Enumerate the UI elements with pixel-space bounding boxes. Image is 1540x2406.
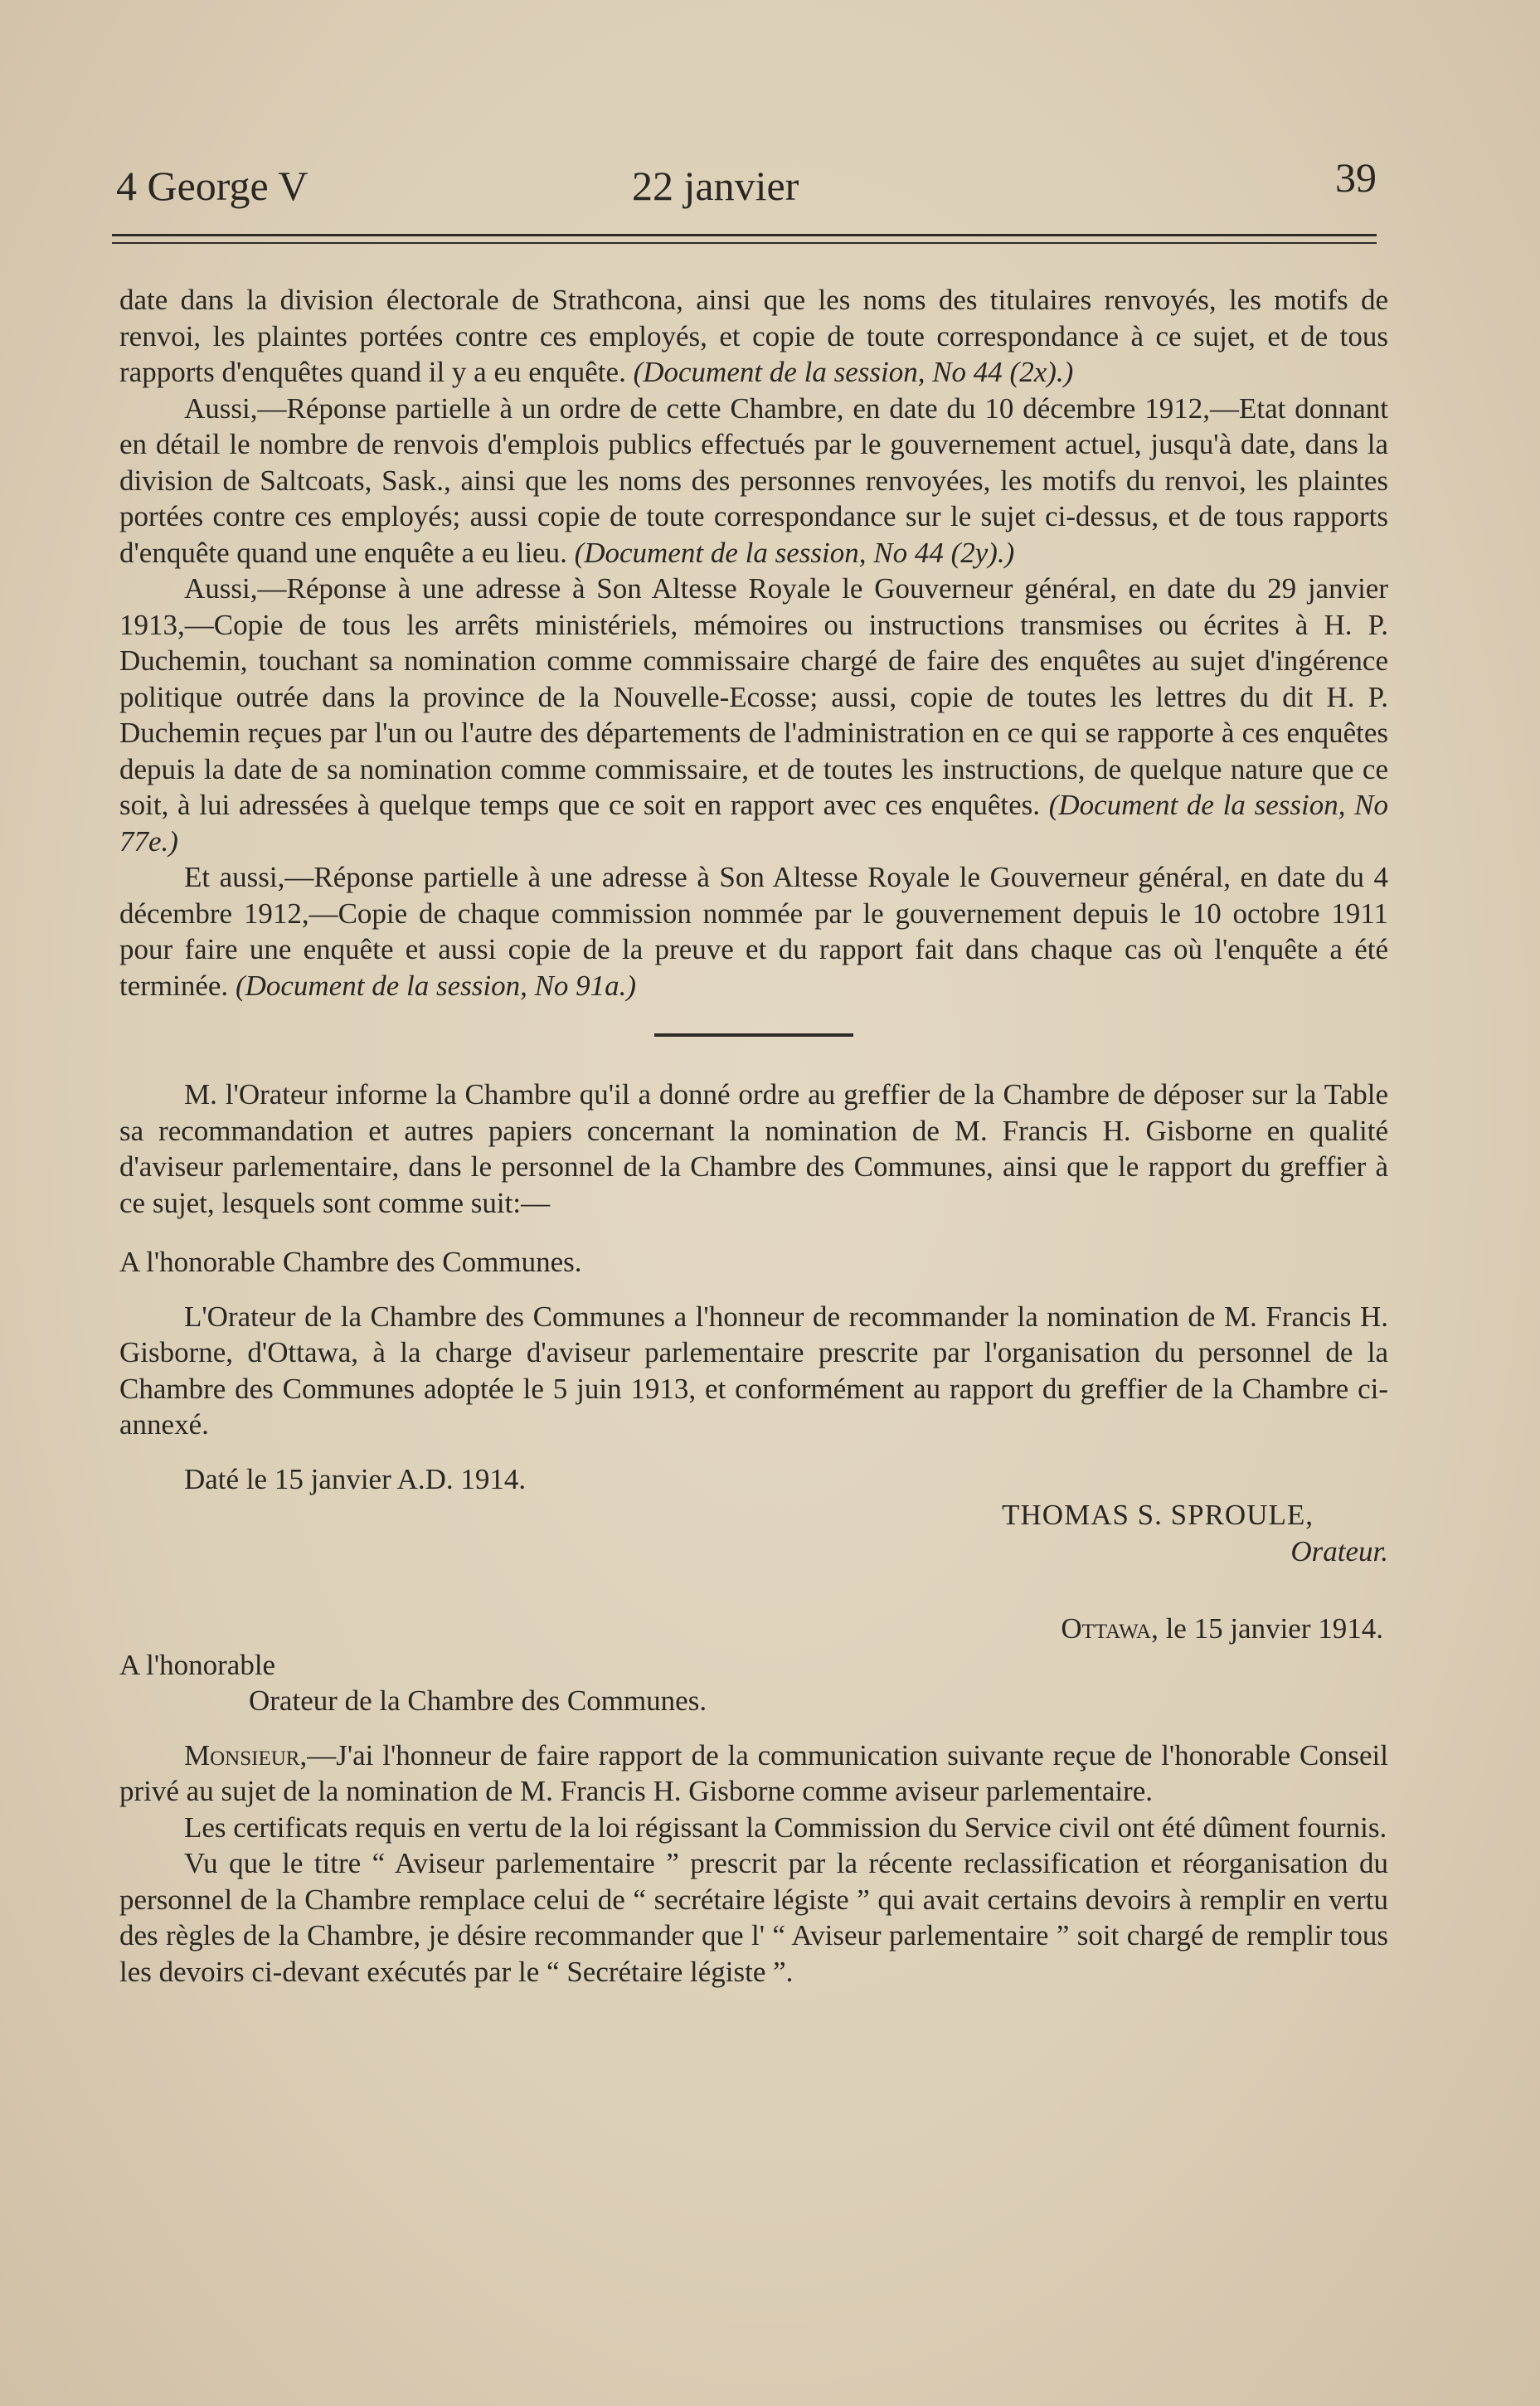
salutation-orateur-line1: A l'honorable [119,1648,276,1681]
letter-paragraph-3: Vu que le titre “ Aviseur parlementaire ” prescrit par la récente reclassification et réorganisation du personnel de la Chambre remplace celui de “ secrétaire légiste ” qui avait certains devoirs à remplir en vertu des règles de la Chambre, je désire recommander que l' “ Aviseur parlementaire ” soit chargé de remplir tous les devoirs ci-devant exécutés par le “ Secrétaire légiste ”. [119,1847,1388,1988]
letter-paragraph-1 [119,1738,1388,1810]
recommendation-paragraph: L'Orateur de la Chambre des Communes a l'honneur de recommander la nomination de M. Francis H. Gisborne, d'Ottawa, à la charge d'aviseur parlementaire prescrite par l'organisation du personnel de la Chambre des Communes adoptée le 5 juin 1913, et conformément au rapport du greffier de la Chambre ci-annexé. [119,1300,1388,1441]
spacer [119,1443,1388,1461]
document-reference: (Document de la session, No 44 (2y).) [574,536,1015,569]
header-rule-bottom [112,242,1377,244]
paragraph-duchemin [119,571,1388,859]
place-date-line [119,1611,1388,1647]
page-header [116,149,1377,216]
document-reference: (Document de la session, No 91a.) [235,969,637,1002]
section-separator [654,1033,853,1037]
spacer [119,1221,1388,1244]
dated-line: Daté le 15 janvier A.D. 1914. [184,1462,527,1495]
signature-title: Orateur. [1290,1534,1388,1568]
document-body [119,282,1388,1990]
header-date: 22 janvier [632,163,799,209]
salutation-chambre: A l'honorable Chambre des Communes. [119,1246,582,1278]
paragraph-text: Aussi,—Réponse à une adresse à Son Altesse Royale le Gouverneur général, en date du 29 janvier 1913,—Copie de tous les arrêts ministériels, mémoires ou instructions transmises ou écrites à H. P. Duchemin, touchant sa nomination comme commissaire chargé de faire des enquêtes au sujet d'ingérence politique outrée dans la province de la Nouvelle-Ecosse; aussi, copie de toutes les lettres du dit H. P. Duchemin reçues par l'un ou l'autre des départements de l'administration en ce qui se rapporte à ces enquêtes depuis la date de sa nomination comme commissaire, et de toutes les instructions, de quelque nature que ce soit, à lui adressées à quelque temps que ce soit en rapport avec ces enquêtes. [119,572,1388,821]
letter-paragraph-2: Les certificats requis en vertu de la loi régissant la Commission du Service civil ont été dûment fournis. [184,1811,1387,1844]
paragraph-strathcona [119,282,1388,391]
place-date: , le 15 janvier 1914. [1151,1612,1383,1645]
regnal-year: 4 George V [116,163,308,209]
header-rule-top [112,234,1377,236]
paragraph-text: Et aussi,—Réponse partielle à une adresse à Son Altesse Royale le Gouverneur général, en date du 4 décembre 1912,—Copie de chaque commission nommée par le gouvernement depuis le 10 octobre 1911 pour faire une enquête et aussi copie de la preuve et du rapport fait dans chaque cas où l'enquête a été terminée. [119,861,1388,1002]
document-reference: (Document de la session, No 44 (2x).) [633,356,1074,388]
spacer [119,1719,1388,1738]
letter-text: ,—J'ai l'honneur de faire rapport de la communication suivante reçue de l'honorable Conseil privé au sujet de la nomination de M. Francis H. Gisborne comme aviseur parlementaire. [119,1738,1388,1807]
spacer [119,1569,1388,1611]
paragraph-saltcoats [119,391,1388,571]
place-city: Ottawa [1061,1612,1152,1645]
letter-opening: Monsieur [184,1738,300,1772]
document-reference: (Document de la session, No 77e.) [119,789,1388,858]
orateur-paragraph: M. l'Orateur informe la Chambre qu'il a donné ordre au greffier de la Chambre de déposer sur la Table sa recommandation et autres papiers concernant la nomination de M. Francis H. Gisborne en qualité d'aviseur parlementaire, dans le personnel de la Chambre des Communes, ainsi que le rapport du greffier à ce sujet, lesquels sont comme suit:— [119,1078,1388,1219]
paragraph-text: Aussi,—Réponse partielle à un ordre de cette Chambre, en date du 10 décembre 1912,—Etat donnant en détail le nombre de renvois d'emplois publics effectués par le gouvernement actuel, jusqu'à date, dans la division de Saltcoats, Sask., ainsi que les noms des personnes renvoyées, les motifs du renvoi, les plaintes portées contre ces employés; aussi copie de toute correspondance sur le sujet ci-dessus, et de tous rapports d'enquête quand une enquête a eu lieu. [119,391,1388,569]
salutation-orateur-line2: Orateur de la Chambre des Communes. [249,1684,707,1717]
paragraph-text: date dans la division électorale de Strathcona, ainsi que les noms des titulaires renvoyés, les motifs de renvoi, les plaintes portées contre ces employés, et copie de toute correspondance à ce sujet, et de tous rapports d'enquêtes quand il y a eu enquête. [119,284,1388,388]
page-number: 39 [1335,154,1377,201]
signature-name: THOMAS S. SPROULE, [1002,1499,1314,1531]
spacer [119,1281,1388,1299]
paragraph-commissions [119,859,1388,1004]
